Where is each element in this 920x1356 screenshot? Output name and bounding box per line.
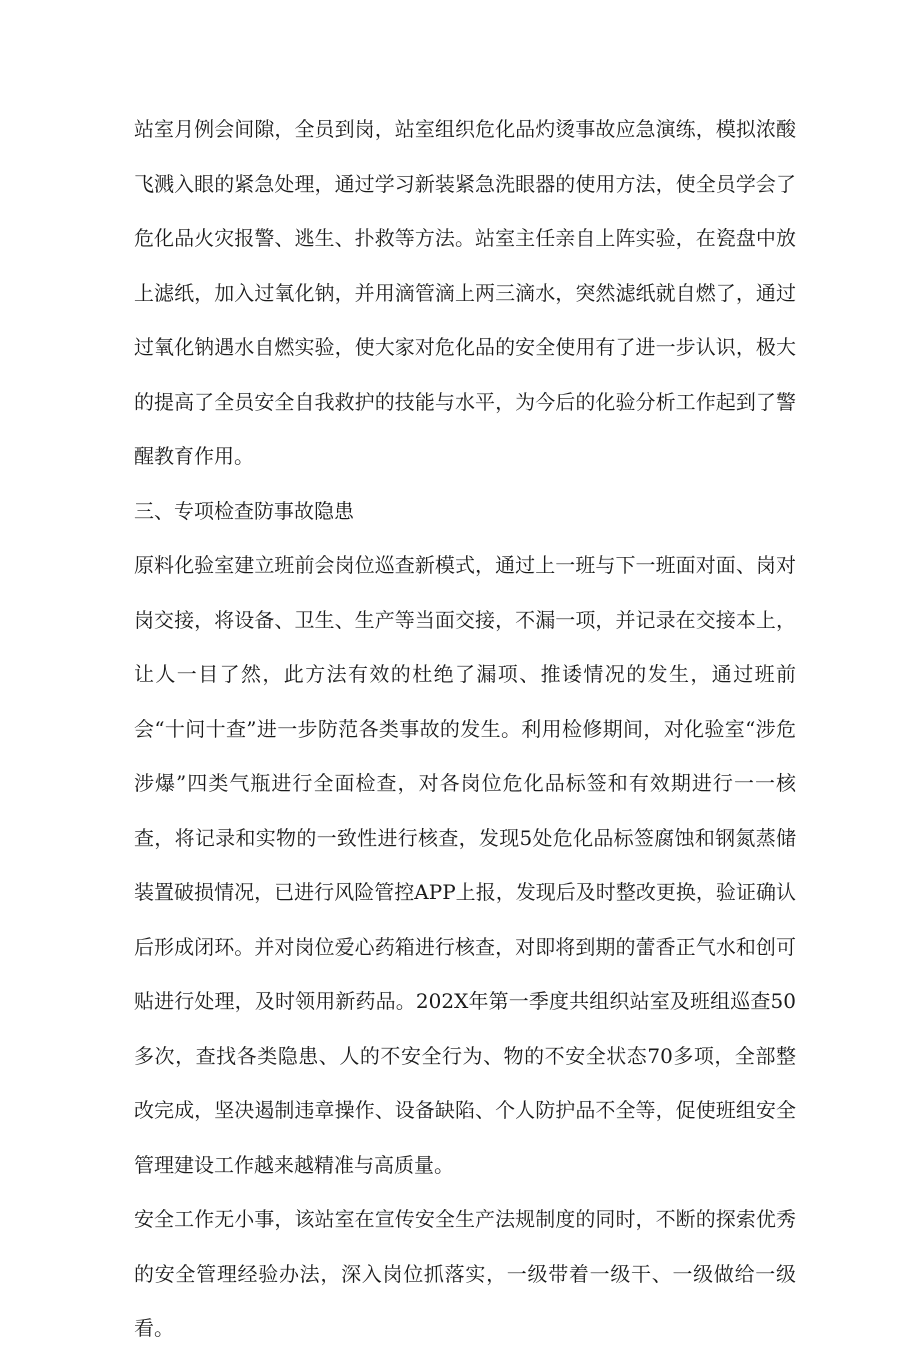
paragraph-safety-summary: 安全工作无小事，该站室在宣传安全生产法规制度的同时，不断的探索优秀的安全管理经验办法，深入岗位抓落实，一级带着一级干、一级做给一级看。 [134,1207,796,1340]
paragraph-inspection-details: 原料化验室建立班前会岗位巡查新模式，通过上一班与下一班面对面、岗对岗交接，将设备、卫生、生产等当面交接，不漏一项，并记录在交接本上，让人一目了然，此方法有效的杜绝了漏项、推诿情况的发生，通过班前会“十问十查”进一步防范各类事故的发生。利用检修期间，对化验室“涉危涉爆”四类气瓶进行全面检查，对各岗位危化品标签和有效期进行一一核查，将记录和实物的一致性进行核查，发现5处危化品标签腐蚀和钢氮蒸储装置破损情况，已进行风险管控APP上报，发现后及时整改更换，验证确认后形成闭环。并对岗位爱心药箱进行核查，对即将到期的蕾香正气水和创可贴进行处理，及时领用新药品。202X年第一季度共组织站室及班组巡查50多次，查找各类隐患、人的不安全行为、物的不安全状态70多项，全部整改完成，坚决遏制违章操作、设备缺陷、个人防护品不全等，促使班组安全管理建设工作越来越精准与高质量。 [134,553,796,1177]
paragraph-emergency-drill: 站室月例会间隙，全员到岗，站室组织危化品灼烫事故应急演练，模拟浓酸飞溅入眼的紧急处理，通过学习新装紧急洗眼器的使用方法，使全员学会了危化品火灾报警、逃生、扑救等方法。站室主任亲自上阵实验，在瓷盘中放上滤纸，加入过氧化钠，并用滴管滴上两三滴水，突然滤纸就自燃了，通过过氧化钠遇水自燃实验，使大家对危化品的安全使用有了进一步认识，极大的提高了全员安全自我救护的技能与水平，为今后的化验分析工作起到了警醒教育作用。 [134,117,796,468]
document-body [134,102,796,1356]
section-heading-special-inspection: 三、专项检查防事故隐患 [134,498,354,523]
